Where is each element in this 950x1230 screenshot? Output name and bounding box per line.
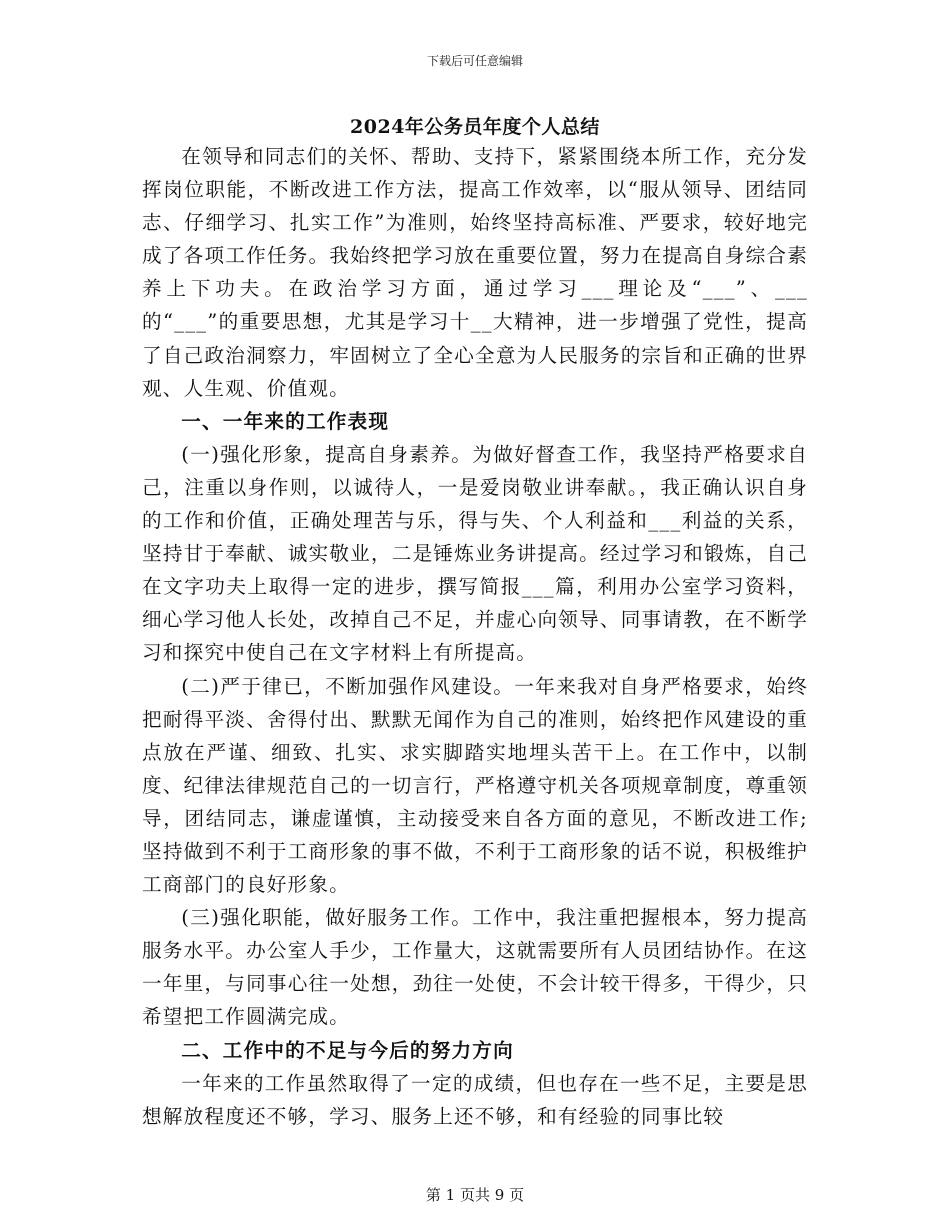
page-number: 第 1 页共 9 页 xyxy=(425,1186,525,1204)
document-title: 2024年公务员年度个人总结 xyxy=(350,116,600,138)
document-body xyxy=(142,140,808,1133)
section-1-paragraph-2: (二)严于律已，不断加强作风建设。一年来我对自身严格要求，始终把耐得平淡、舍得付出、默默无闻作为自己的准则，始终把作风建设的重点放在严谨、细致、扎实、求实脚踏实地埋头苦干上。在工作中，以制度、纪律法律规范自己的一切言行，严格遵守机关各项规章制度，尊重领导，团结同志，谦虚谨慎，主动接受来自各方面的意见，不断改进工作;坚持做到不利于工商形象的事不做，不利于工商形象的话不说，积极维护工商部门的良好形象。 xyxy=(142,674,808,897)
section-2-heading: 二、工作中的不足与今后的努力方向 xyxy=(181,1038,514,1062)
intro-paragraph: 在领导和同志们的关怀、帮助、支持下，紧紧围绕本所工作，充分发挥岗位职能，不断改进工作方法，提高工作效率，以“服从领导、团结同志、仔细学习、扎实工作”为准则，始终坚持高标准、严要求，较好地完成了各项工作任务。我始终把学习放在重要位置，努力在提高自身综合素养上下功夫。在政治学习方面，通过学习___理论及“___”、___的“___”的重要思想，尤其是学习十__大精神，进一步增强了党性，提高了自己政治洞察力，牢固树立了全心全意为人民服务的宗旨和正确的世界观、人生观、价值观。 xyxy=(142,145,808,400)
section-1-paragraph-1: (一)强化形象，提高自身素养。为做好督查工作，我坚持严格要求自己，注重以身作则，以诚待人，一是爱岗敬业讲奉献。，我正确认识自身的工作和价值，正确处理苦与乐，得与失、个人利益和___利益的关系，坚持甘于奉献、诚实敬业，二是锤炼业务讲提高。经过学习和锻炼，自己在文字功夫上取得一定的进步，撰写简报___篇，利用办公室学习资料，细心学习他人长处，改掉自己不足，并虚心向领导、同事请教，在不断学习和探究中使自己在文字材料上有所提高。 xyxy=(142,442,808,665)
section-1-paragraph-3: (三)强化职能，做好服务工作。工作中，我注重把握根本，努力提高服务水平。办公室人手少，工作量大，这就需要所有人员团结协作。在这一年里，与同事心往一处想，劲往一处使，不会计较干得多，干得少，只希望把工作圆满完成。 xyxy=(142,906,808,1029)
section-1-heading: 一、一年来的工作表现 xyxy=(181,409,390,433)
header-note: 下载后可任意编辑 xyxy=(426,54,523,68)
section-2-paragraph-1: 一年来的工作虽然取得了一定的成绩，但也存在一些不足，主要是思想解放程度还不够，学习、服务上还不够，和有经验的同事比较 xyxy=(142,1071,808,1128)
